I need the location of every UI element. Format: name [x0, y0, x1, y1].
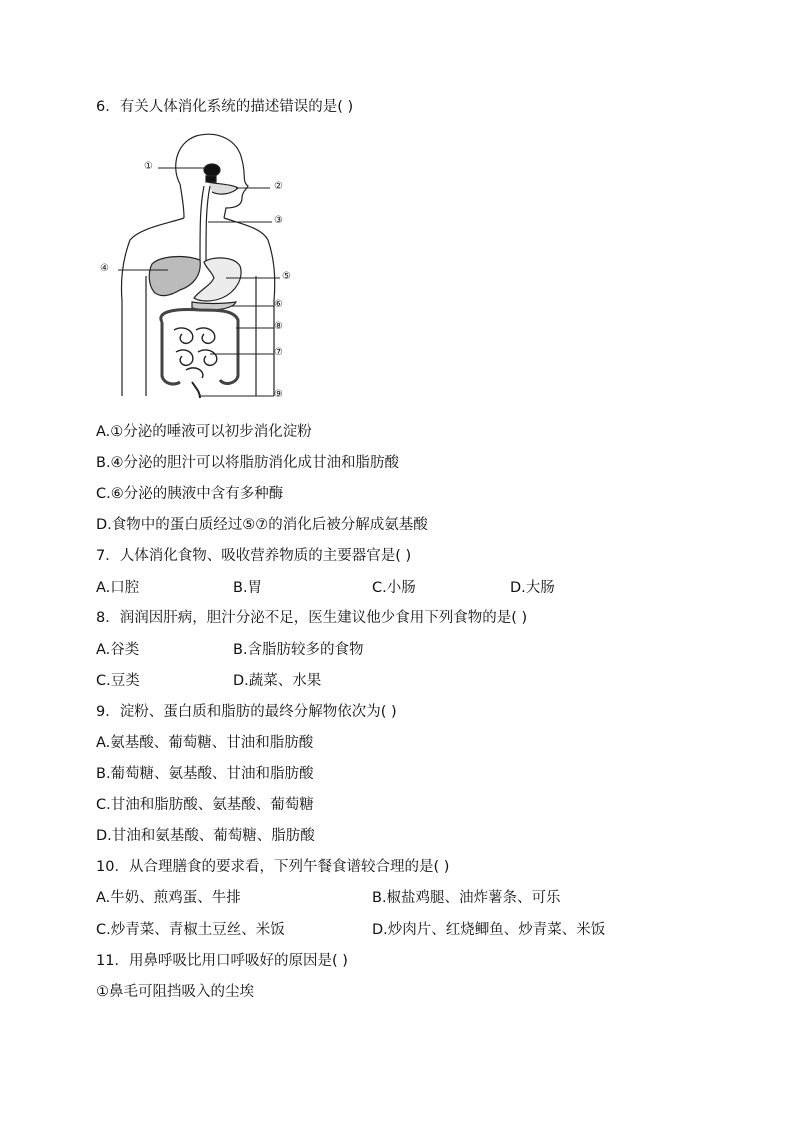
q8-option-d[interactable]: D.蔬菜、水果 [233, 673, 322, 689]
q7-option-a[interactable]: A.口腔 [96, 580, 140, 596]
question-7-stem: 7．人体消化食物、吸收营养物质的主要器官是( ) [96, 548, 412, 564]
q9-option-c[interactable]: C.甘油和脂肪酸、氨基酸、葡萄糖 [96, 797, 314, 813]
q9-option-b[interactable]: B.葡萄糖、氨基酸、甘油和脂肪酸 [96, 766, 314, 782]
q11-item-1: ①鼻毛可阻挡吸入的尘埃 [96, 984, 254, 1000]
q10-option-a[interactable]: A.牛奶、煎鸡蛋、牛排 [96, 890, 241, 906]
q10-option-b[interactable]: B.椒盐鸡腿、油炸薯条、可乐 [372, 890, 561, 906]
stomach [194, 258, 241, 301]
figure-label-9: ⑨ [274, 389, 283, 400]
figure-label-7: ⑦ [274, 347, 283, 358]
q6-option-d[interactable]: D.食物中的蛋白质经过⑤⑦的消化后被分解成氨基酸 [96, 517, 428, 533]
figure-label-1: ① [144, 161, 153, 172]
neck-left [180, 184, 184, 218]
q6-option-b[interactable]: B.④分泌的胆汁可以将脂肪消化成甘油和脂肪酸 [96, 455, 400, 471]
small-intestine [174, 328, 217, 378]
figure-label-8: ⑧ [274, 321, 283, 332]
q9-option-d[interactable]: D.甘油和氨基酸、葡萄糖、脂肪酸 [96, 828, 315, 844]
q6-option-c[interactable]: C.⑥分泌的胰液中含有多种酶 [96, 486, 284, 502]
q8-option-a[interactable]: A.谷类 [96, 642, 140, 658]
salivary-gland [204, 164, 220, 176]
digestive-system-diagram [96, 126, 306, 406]
rectum [192, 382, 200, 398]
q10-option-c[interactable]: C.炒青菜、青椒土豆丝、米饭 [96, 922, 285, 938]
q7-option-d[interactable]: D.大肠 [510, 580, 555, 596]
esophagus [200, 186, 204, 261]
liver [149, 257, 200, 296]
question-8-stem: 8．润润因肝病，胆汁分泌不足，医生建议他少食用下列食物的是( ) [96, 610, 528, 626]
q7-option-b[interactable]: B.胃 [233, 580, 263, 596]
figure-label-4: ④ [100, 263, 109, 274]
question-10-stem: 10．从合理膳食的要求看，下列午餐食谱较合理的是( ) [96, 859, 450, 875]
figure-label-6: ⑥ [274, 299, 283, 310]
question-11-stem: 11．用鼻呼吸比用口呼吸好的原因是( ) [96, 953, 348, 969]
figure-label-2: ② [274, 181, 283, 192]
q9-option-a[interactable]: A.氨基酸、葡萄糖、甘油和脂肪酸 [96, 735, 314, 751]
mouth-cavity [208, 182, 238, 194]
figure-label-3: ③ [274, 215, 283, 226]
q8-option-b[interactable]: B.含脂肪较多的食物 [233, 642, 364, 658]
figure-label-5: ⑤ [282, 271, 291, 282]
question-9-stem: 9．淀粉、蛋白质和脂肪的最终分解物依次为( ) [96, 704, 397, 720]
large-intestine [161, 310, 238, 385]
q8-option-c[interactable]: C.豆类 [96, 673, 140, 689]
q10-option-d[interactable]: D.炒肉片、红烧鲫鱼、炒青菜、米饭 [372, 922, 606, 938]
q7-option-c[interactable]: C.小肠 [372, 580, 416, 596]
question-6-stem: 6．有关人体消化系统的描述错误的是( ) [96, 99, 354, 115]
q6-option-a[interactable]: A.①分泌的唾液可以初步消化淀粉 [96, 424, 312, 440]
body-outline-right [224, 218, 275, 396]
body-outline-left [121, 218, 184, 396]
